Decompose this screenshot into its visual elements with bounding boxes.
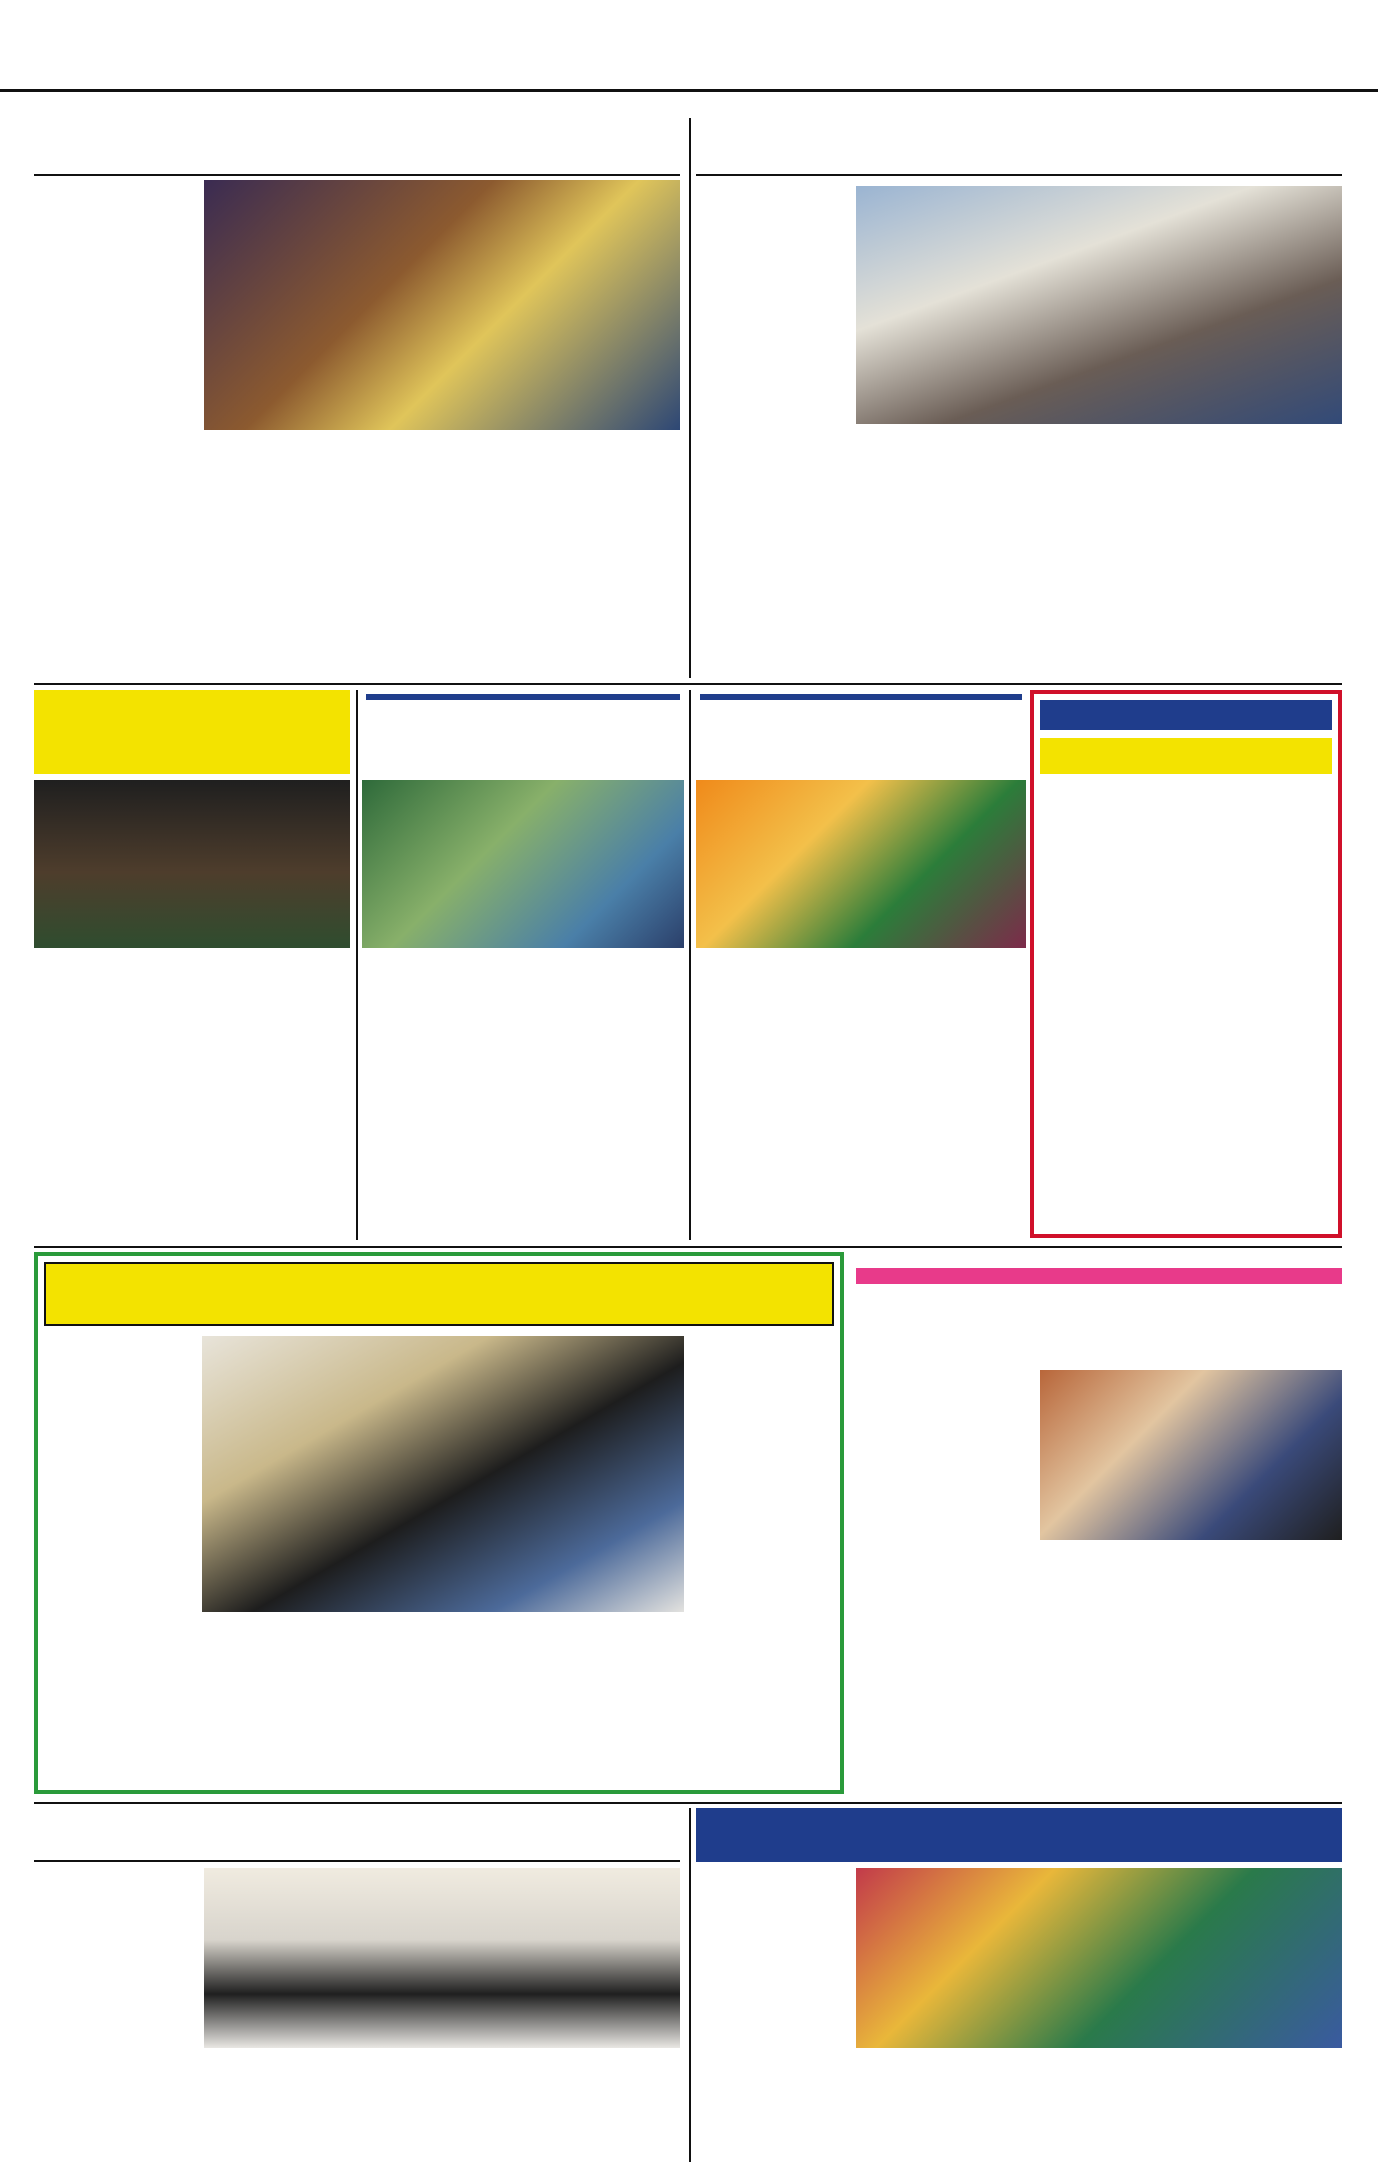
article-2-col-2 [696, 484, 872, 676]
article-9-col-3 [362, 2054, 512, 2162]
article-6-kicker [1040, 700, 1332, 730]
article-10-photo [856, 1868, 1342, 2048]
article-2-col-3 [880, 432, 1100, 676]
article-7-photo [202, 1336, 684, 1612]
article-3-photo [34, 780, 350, 948]
masthead [0, 0, 1378, 92]
article-10-col-3 [1020, 2054, 1176, 2162]
article-6-col-2 [1190, 782, 1334, 1232]
article-5-photo [696, 780, 1026, 948]
article-9-photo [204, 1868, 680, 2048]
article-7-col-4 [524, 1618, 684, 1784]
article-7-col-5 [692, 1336, 836, 1784]
article-10-col-4 [1184, 2054, 1342, 2162]
article-9-col-4 [520, 2054, 680, 2162]
article-7-headline [44, 1262, 834, 1326]
article-9-headline [34, 1808, 680, 1862]
article-3-col-1 [36, 976, 186, 1238]
article-3-col-2 [194, 976, 350, 1238]
article-4-photo [362, 780, 684, 948]
article-2-photo [856, 186, 1342, 424]
article-1-col-4 [504, 436, 680, 676]
article-5-col-1 [696, 976, 858, 1238]
article-8-photo [1040, 1370, 1342, 1540]
article-6-headline [1040, 738, 1332, 774]
article-4-col-2 [526, 950, 684, 1238]
article-10-headline [696, 1808, 1342, 1862]
article-5-headline [696, 690, 1026, 774]
article-1-headline [34, 120, 680, 176]
article-1-photo [204, 180, 680, 430]
article-4-col-1 [362, 976, 518, 1238]
article-6-box [1030, 690, 1342, 1238]
article-8-col-3 [1194, 1546, 1342, 1790]
article-7-col-2 [202, 1618, 358, 1784]
article-10-col-1 [698, 1892, 848, 2162]
article-9-col-2 [204, 2054, 354, 2162]
section-rule [34, 683, 1342, 685]
article-8-col-1 [858, 1390, 1030, 1790]
article-2-headline [696, 120, 1342, 176]
article-8-headline [856, 1252, 1342, 1362]
article-7-col-1 [44, 1360, 194, 1784]
column-rule [689, 118, 691, 678]
article-1-col-3 [326, 436, 498, 676]
article-7-box [34, 1252, 844, 1794]
article-1-col-1 [36, 206, 196, 460]
article-5-col-2 [864, 954, 1026, 1238]
article-7-col-3 [366, 1618, 516, 1784]
article-2-col-4 [1108, 432, 1342, 676]
article-1-col-2 [204, 436, 320, 676]
newspaper-logo [466, 6, 826, 78]
article-9-col-1 [36, 1892, 196, 2162]
article-10-col-2 [856, 2054, 1012, 2162]
article-4-headline [362, 690, 684, 774]
article-3-headline [34, 690, 350, 774]
article-6-col-1 [1040, 808, 1182, 1232]
article-8-col-2 [1040, 1546, 1186, 1790]
article-2-col-1 [696, 212, 846, 476]
